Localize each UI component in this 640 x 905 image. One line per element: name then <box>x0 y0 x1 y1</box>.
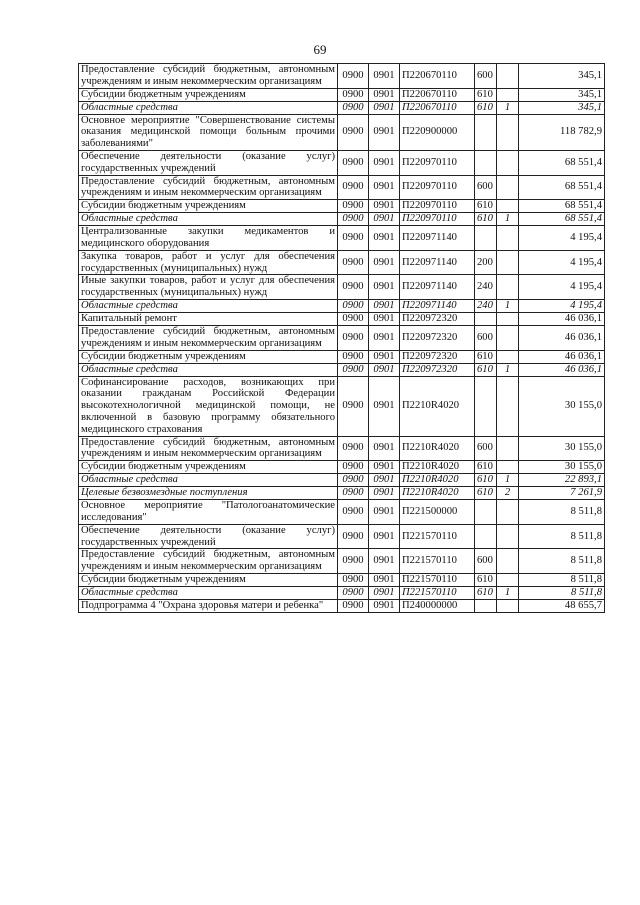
expense-type-code-cell: 600 <box>475 549 497 574</box>
table-row <box>79 64 605 89</box>
subsection-code-cell: 0901 <box>369 213 400 226</box>
funding-source-code-cell: 1 <box>497 213 519 226</box>
table-row <box>79 312 605 325</box>
funding-source-code-cell: 1 <box>497 363 519 376</box>
funding-source-code-cell <box>497 64 519 89</box>
row-name-cell: Иные закупки товаров, работ и услуг для обеспечения государственных (муниципальных) нужд <box>79 275 338 300</box>
table-row <box>79 299 605 312</box>
row-name-cell: Субсидии бюджетным учреждениям <box>79 350 338 363</box>
expense-type-code-cell <box>475 226 497 251</box>
table-row <box>79 275 605 300</box>
row-name-cell: Областные средства <box>79 363 338 376</box>
funding-source-code-cell <box>497 436 519 461</box>
target-article-code-cell: П220900000 <box>400 114 475 150</box>
budget-table <box>78 63 605 613</box>
funding-source-code-cell <box>497 500 519 525</box>
section-code-cell: 0900 <box>338 213 369 226</box>
table-row <box>79 474 605 487</box>
section-code-cell: 0900 <box>338 599 369 612</box>
section-code-cell: 0900 <box>338 175 369 200</box>
section-code-cell: 0900 <box>338 101 369 114</box>
target-article-code-cell: П240000000 <box>400 599 475 612</box>
amount-cell: 68 551,4 <box>519 175 605 200</box>
target-article-code-cell: П220670110 <box>400 64 475 89</box>
subsection-code-cell: 0901 <box>369 101 400 114</box>
subsection-code-cell: 0901 <box>369 275 400 300</box>
amount-cell: 118 782,9 <box>519 114 605 150</box>
row-name-cell: Предоставление субсидий бюджетным, автономным учреждениям и иным некоммерческим организациям <box>79 175 338 200</box>
expense-type-code-cell: 610 <box>475 200 497 213</box>
subsection-code-cell: 0901 <box>369 500 400 525</box>
target-article-code-cell: П220971140 <box>400 250 475 275</box>
subsection-code-cell: 0901 <box>369 325 400 350</box>
expense-type-code-cell: 610 <box>475 487 497 500</box>
amount-cell: 8 511,8 <box>519 586 605 599</box>
funding-source-code-cell <box>497 325 519 350</box>
row-name-cell: Предоставление субсидий бюджетным, автономным учреждениям и иным некоммерческим организациям <box>79 325 338 350</box>
target-article-code-cell: П2210R4020 <box>400 474 475 487</box>
funding-source-code-cell <box>497 200 519 213</box>
funding-source-code-cell <box>497 599 519 612</box>
amount-cell: 4 195,4 <box>519 250 605 275</box>
section-code-cell: 0900 <box>338 461 369 474</box>
row-name-cell: Закупка товаров, работ и услуг для обеспечения государственных (муниципальных) нужд <box>79 250 338 275</box>
funding-source-code-cell <box>497 88 519 101</box>
section-code-cell: 0900 <box>338 549 369 574</box>
table-row <box>79 461 605 474</box>
section-code-cell: 0900 <box>338 350 369 363</box>
table-row <box>79 175 605 200</box>
funding-source-code-cell: 1 <box>497 586 519 599</box>
subsection-code-cell: 0901 <box>369 150 400 175</box>
amount-cell: 68 551,4 <box>519 200 605 213</box>
section-code-cell: 0900 <box>338 363 369 376</box>
target-article-code-cell: П221570110 <box>400 586 475 599</box>
amount-cell: 345,1 <box>519 64 605 89</box>
amount-cell: 8 511,8 <box>519 524 605 549</box>
table-row <box>79 200 605 213</box>
expense-type-code-cell <box>475 599 497 612</box>
row-name-cell: Субсидии бюджетным учреждениям <box>79 461 338 474</box>
subsection-code-cell: 0901 <box>369 474 400 487</box>
amount-cell: 68 551,4 <box>519 213 605 226</box>
amount-cell: 8 511,8 <box>519 573 605 586</box>
funding-source-code-cell: 2 <box>497 487 519 500</box>
amount-cell: 345,1 <box>519 101 605 114</box>
target-article-code-cell: П221570110 <box>400 524 475 549</box>
target-article-code-cell: П220670110 <box>400 88 475 101</box>
subsection-code-cell: 0901 <box>369 586 400 599</box>
expense-type-code-cell <box>475 500 497 525</box>
target-article-code-cell: П220670110 <box>400 101 475 114</box>
target-article-code-cell: П220970110 <box>400 200 475 213</box>
subsection-code-cell: 0901 <box>369 350 400 363</box>
target-article-code-cell: П220970110 <box>400 213 475 226</box>
section-code-cell: 0900 <box>338 275 369 300</box>
table-row <box>79 549 605 574</box>
page-number: 69 <box>313 42 327 57</box>
subsection-code-cell: 0901 <box>369 573 400 586</box>
row-name-cell: Централизованные закупки медикаментов и медицинского оборудования <box>79 226 338 251</box>
target-article-code-cell: П220971140 <box>400 226 475 251</box>
expense-type-code-cell: 200 <box>475 250 497 275</box>
amount-cell: 68 551,4 <box>519 150 605 175</box>
expense-type-code-cell <box>475 150 497 175</box>
target-article-code-cell: П2210R4020 <box>400 461 475 474</box>
section-code-cell: 0900 <box>338 573 369 586</box>
subsection-code-cell: 0901 <box>369 436 400 461</box>
section-code-cell: 0900 <box>338 586 369 599</box>
funding-source-code-cell <box>497 226 519 251</box>
funding-source-code-cell <box>497 250 519 275</box>
subsection-code-cell: 0901 <box>369 64 400 89</box>
expense-type-code-cell: 240 <box>475 299 497 312</box>
expense-type-code-cell: 610 <box>475 573 497 586</box>
funding-source-code-cell <box>497 376 519 436</box>
table-row <box>79 150 605 175</box>
row-name-cell: Основное мероприятие "Патологоанатомические исследования" <box>79 500 338 525</box>
subsection-code-cell: 0901 <box>369 549 400 574</box>
amount-cell: 4 195,4 <box>519 226 605 251</box>
table-row <box>79 101 605 114</box>
row-name-cell: Субсидии бюджетным учреждениям <box>79 573 338 586</box>
table-row <box>79 250 605 275</box>
subsection-code-cell: 0901 <box>369 299 400 312</box>
subsection-code-cell: 0901 <box>369 599 400 612</box>
expense-type-code-cell: 610 <box>475 213 497 226</box>
amount-cell: 4 195,4 <box>519 299 605 312</box>
section-code-cell: 0900 <box>338 226 369 251</box>
row-name-cell: Софинансирование расходов, возникающих при оказании гражданам Российской Федерации высокотехнологичной медицинской помощи, не включенной в базовую программу обязательного медицинского страхования <box>79 376 338 436</box>
funding-source-code-cell <box>497 150 519 175</box>
section-code-cell: 0900 <box>338 436 369 461</box>
table-row <box>79 487 605 500</box>
amount-cell: 22 893,1 <box>519 474 605 487</box>
subsection-code-cell: 0901 <box>369 250 400 275</box>
row-name-cell: Обеспечение деятельности (оказание услуг) государственных учреждений <box>79 150 338 175</box>
amount-cell: 46 036,1 <box>519 363 605 376</box>
table-row <box>79 376 605 436</box>
subsection-code-cell: 0901 <box>369 363 400 376</box>
funding-source-code-cell <box>497 275 519 300</box>
subsection-code-cell: 0901 <box>369 226 400 251</box>
table-row <box>79 226 605 251</box>
expense-type-code-cell: 600 <box>475 436 497 461</box>
table-row <box>79 88 605 101</box>
expense-type-code-cell: 600 <box>475 64 497 89</box>
section-code-cell: 0900 <box>338 376 369 436</box>
row-name-cell: Субсидии бюджетным учреждениям <box>79 200 338 213</box>
row-name-cell: Областные средства <box>79 299 338 312</box>
expense-type-code-cell: 610 <box>475 586 497 599</box>
expense-type-code-cell: 610 <box>475 101 497 114</box>
target-article-code-cell: П220972320 <box>400 312 475 325</box>
target-article-code-cell: П220971140 <box>400 275 475 300</box>
amount-cell: 30 155,0 <box>519 461 605 474</box>
amount-cell: 46 036,1 <box>519 312 605 325</box>
subsection-code-cell: 0901 <box>369 461 400 474</box>
row-name-cell: Областные средства <box>79 586 338 599</box>
expense-type-code-cell: 240 <box>475 275 497 300</box>
subsection-code-cell: 0901 <box>369 88 400 101</box>
section-code-cell: 0900 <box>338 500 369 525</box>
target-article-code-cell: П220972320 <box>400 363 475 376</box>
section-code-cell: 0900 <box>338 524 369 549</box>
target-article-code-cell: П2210R4020 <box>400 376 475 436</box>
expense-type-code-cell: 610 <box>475 350 497 363</box>
funding-source-code-cell: 1 <box>497 101 519 114</box>
row-name-cell: Областные средства <box>79 474 338 487</box>
table-row <box>79 114 605 150</box>
row-name-cell: Субсидии бюджетным учреждениям <box>79 88 338 101</box>
target-article-code-cell: П220972320 <box>400 325 475 350</box>
table-row <box>79 363 605 376</box>
funding-source-code-cell <box>497 573 519 586</box>
row-name-cell: Предоставление субсидий бюджетным, автономным учреждениям и иным некоммерческим организациям <box>79 64 338 89</box>
section-code-cell: 0900 <box>338 114 369 150</box>
row-name-cell: Предоставление субсидий бюджетным, автономным учреждениям и иным некоммерческим организациям <box>79 549 338 574</box>
amount-cell: 8 511,8 <box>519 500 605 525</box>
expense-type-code-cell <box>475 524 497 549</box>
subsection-code-cell: 0901 <box>369 200 400 213</box>
amount-cell: 7 261,9 <box>519 487 605 500</box>
funding-source-code-cell <box>497 350 519 363</box>
target-article-code-cell: П221500000 <box>400 500 475 525</box>
funding-source-code-cell: 1 <box>497 474 519 487</box>
expense-type-code-cell <box>475 376 497 436</box>
expense-type-code-cell: 610 <box>475 461 497 474</box>
section-code-cell: 0900 <box>338 64 369 89</box>
amount-cell: 46 036,1 <box>519 350 605 363</box>
target-article-code-cell: П221570110 <box>400 573 475 586</box>
funding-source-code-cell: 1 <box>497 299 519 312</box>
expense-type-code-cell <box>475 114 497 150</box>
target-article-code-cell: П2210R4020 <box>400 436 475 461</box>
funding-source-code-cell <box>497 312 519 325</box>
funding-source-code-cell <box>497 461 519 474</box>
amount-cell: 8 511,8 <box>519 549 605 574</box>
target-article-code-cell: П2210R4020 <box>400 487 475 500</box>
amount-cell: 30 155,0 <box>519 436 605 461</box>
row-name-cell: Основное мероприятие "Совершенствование системы оказания медицинской помощи больным прочими заболеваниями" <box>79 114 338 150</box>
table-row <box>79 524 605 549</box>
row-name-cell: Областные средства <box>79 101 338 114</box>
target-article-code-cell: П220971140 <box>400 299 475 312</box>
target-article-code-cell: П220970110 <box>400 175 475 200</box>
subsection-code-cell: 0901 <box>369 524 400 549</box>
funding-source-code-cell <box>497 114 519 150</box>
table-row <box>79 325 605 350</box>
target-article-code-cell: П220970110 <box>400 150 475 175</box>
section-code-cell: 0900 <box>338 325 369 350</box>
table-row <box>79 573 605 586</box>
table-row <box>79 436 605 461</box>
row-name-cell: Капитальный ремонт <box>79 312 338 325</box>
amount-cell: 30 155,0 <box>519 376 605 436</box>
funding-source-code-cell <box>497 549 519 574</box>
section-code-cell: 0900 <box>338 88 369 101</box>
amount-cell: 48 655,7 <box>519 599 605 612</box>
expense-type-code-cell: 610 <box>475 474 497 487</box>
row-name-cell: Обеспечение деятельности (оказание услуг) государственных учреждений <box>79 524 338 549</box>
amount-cell: 4 195,4 <box>519 275 605 300</box>
section-code-cell: 0900 <box>338 150 369 175</box>
section-code-cell: 0900 <box>338 474 369 487</box>
expense-type-code-cell: 610 <box>475 363 497 376</box>
subsection-code-cell: 0901 <box>369 114 400 150</box>
subsection-code-cell: 0901 <box>369 175 400 200</box>
table-row <box>79 500 605 525</box>
target-article-code-cell: П220972320 <box>400 350 475 363</box>
section-code-cell: 0900 <box>338 487 369 500</box>
funding-source-code-cell <box>497 524 519 549</box>
table-row <box>79 599 605 612</box>
subsection-code-cell: 0901 <box>369 376 400 436</box>
amount-cell: 46 036,1 <box>519 325 605 350</box>
funding-source-code-cell <box>497 175 519 200</box>
subsection-code-cell: 0901 <box>369 312 400 325</box>
section-code-cell: 0900 <box>338 200 369 213</box>
section-code-cell: 0900 <box>338 299 369 312</box>
expense-type-code-cell: 600 <box>475 175 497 200</box>
expense-type-code-cell <box>475 312 497 325</box>
row-name-cell: Подпрограмма 4 "Охрана здоровья матери и ребенка" <box>79 599 338 612</box>
section-code-cell: 0900 <box>338 312 369 325</box>
target-article-code-cell: П221570110 <box>400 549 475 574</box>
table-row <box>79 213 605 226</box>
table-row <box>79 586 605 599</box>
subsection-code-cell: 0901 <box>369 487 400 500</box>
row-name-cell: Предоставление субсидий бюджетным, автономным учреждениям и иным некоммерческим организациям <box>79 436 338 461</box>
row-name-cell: Областные средства <box>79 213 338 226</box>
section-code-cell: 0900 <box>338 250 369 275</box>
table-row <box>79 350 605 363</box>
expense-type-code-cell: 610 <box>475 88 497 101</box>
row-name-cell: Целевые безвозмездные поступления <box>79 487 338 500</box>
expense-type-code-cell: 600 <box>475 325 497 350</box>
amount-cell: 345,1 <box>519 88 605 101</box>
